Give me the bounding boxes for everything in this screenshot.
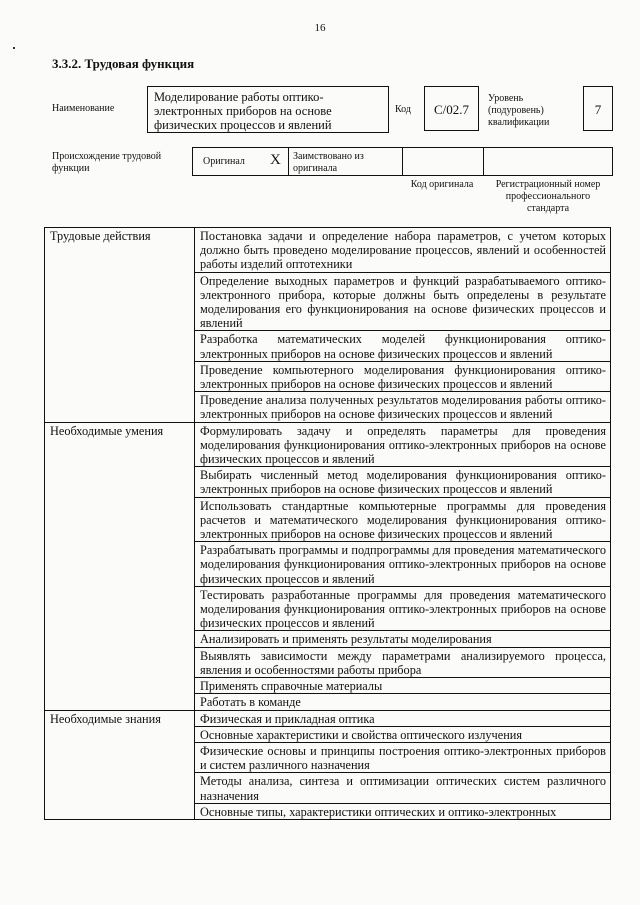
- reg-number-label: Регистрационный номер профессионального стандарта: [495, 179, 601, 214]
- competency-table: [44, 227, 611, 820]
- table-cell: Проведение компьютерного моделирования функционирования оптико-электронных приборов на основе физических процессов и явлений: [195, 361, 611, 391]
- table-row: [45, 228, 611, 273]
- section-title-cell: Необходимые умения: [45, 422, 195, 710]
- scan-speck: [13, 47, 15, 49]
- function-name: Моделирование работы оптико-электронных приборов на основе физических процессов и явлений: [154, 90, 332, 132]
- table-cell: Основные типы, характеристики оптических и оптико-электронных: [195, 803, 611, 819]
- divider: [483, 148, 484, 175]
- divider: [402, 148, 403, 175]
- divider: [288, 148, 289, 175]
- code-original-label: Код оригинала: [410, 179, 474, 190]
- table-cell: Разработка математических моделей функционирования оптико-электронных приборов на основе физических процессов и явлений: [195, 331, 611, 361]
- section-title: 3.3.2. Трудовая функция: [52, 56, 195, 71]
- page-number: 16: [314, 22, 326, 34]
- table-cell: Проведение анализа полученных результатов моделирования работы оптико-электронных приборов на основе физических процессов и явлений: [195, 392, 611, 422]
- table-cell: Разрабатывать программы и подпрограммы для проведения математического моделирования функционирования оптико-электронных приборов на основе физических процессов и явлений: [195, 542, 611, 587]
- table-cell: Определение выходных параметров и функций разрабатываемого оптико-электронного прибора, которые должны быть определены в результате моделирования его функционирования на основе физических процессов и явлений: [195, 272, 611, 331]
- level-box: [583, 86, 613, 131]
- code-value: C/02.7: [433, 102, 470, 117]
- original-label: Оригинал: [203, 156, 245, 167]
- section-title-cell: Необходимые знания: [45, 710, 195, 819]
- origin-row: [192, 147, 613, 176]
- table-cell: Методы анализа, синтеза и оптимизации оптических систем различного назначения: [195, 773, 611, 803]
- function-name-box: [147, 86, 389, 133]
- level-label: Уровень (подуровень) квалификации: [488, 93, 550, 128]
- origin-label: Происхождение трудовой функции: [52, 151, 162, 174]
- table-cell: Выбирать численный метод моделирования функционирования оптико-электронных приборов на основе физических процессов и явлений: [195, 467, 611, 497]
- name-label: Наименование: [52, 103, 115, 114]
- table-cell: Физическая и прикладная оптика: [195, 710, 611, 726]
- table-row: [45, 422, 611, 467]
- code-label: Код: [395, 104, 411, 115]
- table-cell: Основные характеристики и свойства оптического излучения: [195, 726, 611, 742]
- table-cell: Использовать стандартные компьютерные программы для проведения расчетов и математического моделирования функционирования оптико-электронных приборов на основе физических процессов и явлений: [195, 497, 611, 542]
- table-cell: Применять справочные материалы: [195, 678, 611, 694]
- original-mark: X: [270, 152, 281, 168]
- borrowed-label: Заимствовано из оригинала: [293, 151, 364, 174]
- table-cell: Тестировать разработанные программы для проведения математического моделирования функционирования оптико-электронных приборов на основе физических процессов и явлений: [195, 586, 611, 631]
- table-cell: Формулировать задачу и определять параметры для проведения моделирования функционирования оптико-электронных приборов на основе физических процессов и явлений: [195, 422, 611, 467]
- section-title-cell: Трудовые действия: [45, 228, 195, 423]
- table-cell: Физические основы и принципы построения оптико-электронных приборов и систем различного назначения: [195, 742, 611, 772]
- code-box: [424, 86, 479, 131]
- table-row: [45, 710, 611, 726]
- table-cell: Выявлять зависимости между параметрами анализируемого процесса, явления и особенностями работы прибора: [195, 647, 611, 677]
- table-cell: Работать в команде: [195, 694, 611, 710]
- table-cell: Анализировать и применять результаты моделирования: [195, 631, 611, 647]
- table-cell: Постановка задачи и определение набора параметров, с учетом которых должно быть проведено моделирование процессов, явлений и особенностей работы изделий оптотехники: [195, 228, 611, 273]
- level-value: 7: [594, 102, 602, 117]
